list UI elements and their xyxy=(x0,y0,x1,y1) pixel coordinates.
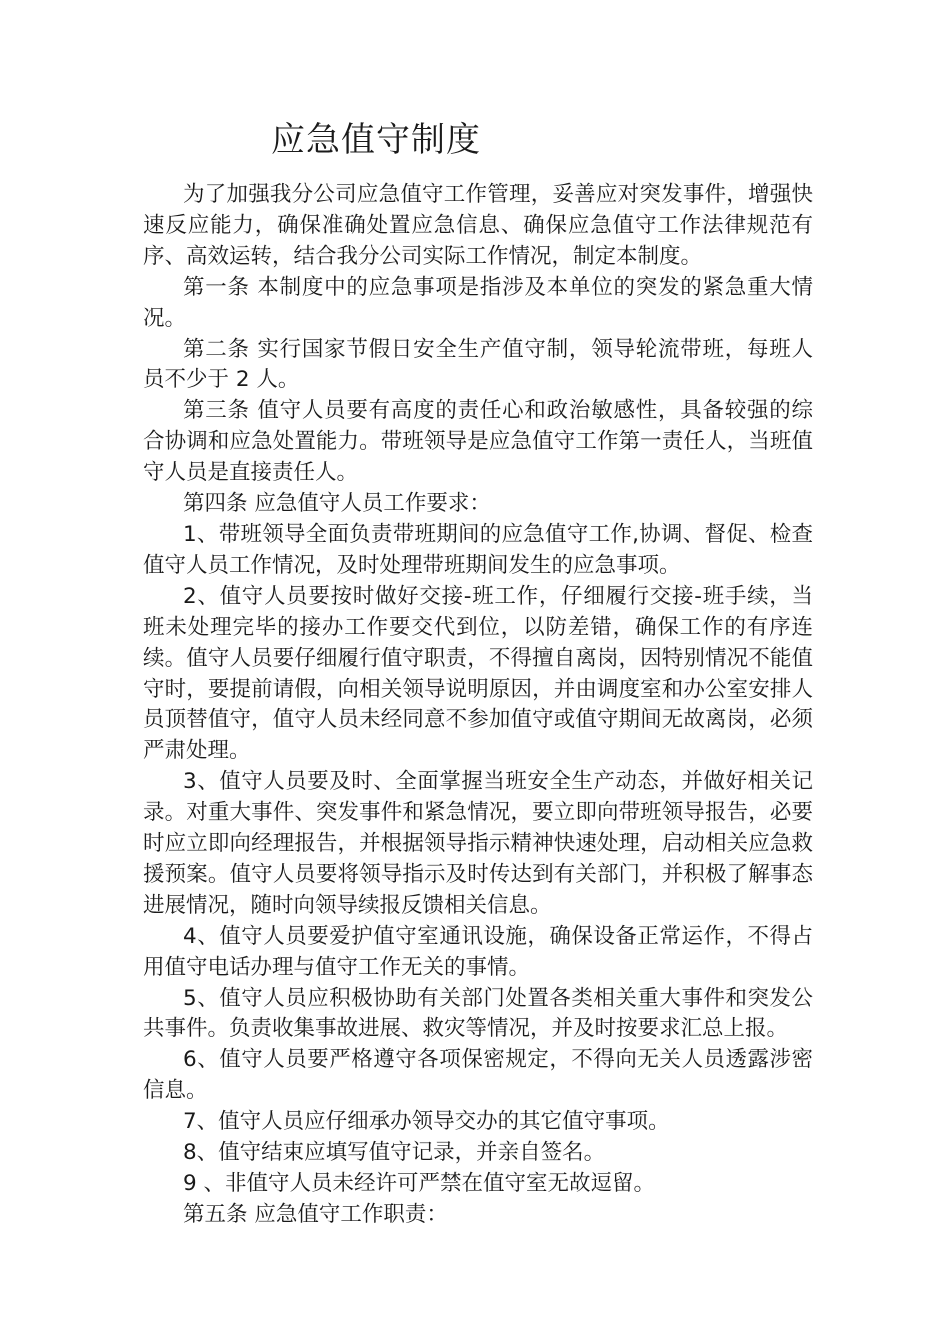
intro-paragraph: 为了加强我分公司应急值守工作管理，妥善应对突发事件，增强快速反应能力，确保准确处置应急信息、确保应急值守工作法律规范有序、高效运转，结合我分公司实际工作情况，制定本制度。 xyxy=(143,182,813,269)
article-4-heading: 第四条 应急值守人员工作要求： xyxy=(183,491,491,517)
requirement-7: 7、值守人员应仔细承办领导交办的其它值守事项。 xyxy=(183,1109,670,1135)
document-title: 应急值守制度 xyxy=(271,120,481,160)
article-3: 第三条 值守人员要有高度的责任心和政治敏感性，具备较强的综合协调和应急处置能力。带班领导是应急值守工作第一责任人，当班值守人员是直接责任人。 xyxy=(143,398,813,486)
article-2: 第二条 实行国家节假日安全生产值守制，领导轮流带班，每班人员不少于 2 人。 xyxy=(143,336,813,393)
article-1: 第一条 本制度中的应急事项是指涉及本单位的突发的紧急重大情况。 xyxy=(143,274,813,331)
requirement-8: 8、值守结束应填写值守记录，并亲自签名。 xyxy=(183,1140,606,1166)
requirement-2: 2、值守人员要按时做好交接-班工作，仔细履行交接-班手续，当班未处理完毕的接办工作要交代到位，以防差错，确保工作的有序连续。值守人员要仔细履行值守职责，不得擅自离岗，因特别情况不能值守时，要提前请假，向相关领导说明原因，并由调度室和办公室安排人员顶替值守，值守人员未经同意不参加值守或值守期间无故离岗，必须严肃处理。 xyxy=(143,583,813,764)
requirement-9: 9 、非值守人员未经许可严禁在值守室无故逗留。 xyxy=(183,1171,656,1196)
requirement-3: 3、值守人员要及时、全面掌握当班安全生产动态，并做好相关记录。对重大事件、突发事件和紧急情况，要立即向带班领导报告，必要时应立即向经理报告，并根据领导指示精神快速处理，启动相关应急救援预案。值守人员要将领导指示及时传达到有关部门，并积极了解事态进展情况，随时向领导续报反馈相关信息。 xyxy=(143,769,813,918)
requirement-1: 1、带班领导全面负责带班期间的应急值守工作,协调、督促、检查值守人员工作情况，及时处理带班期间发生的应急事项。 xyxy=(143,521,813,578)
requirement-5: 5、值守人员应积极协助有关部门处置各类相关重大事件和突发公共事件。负责收集事故进展、救灾等情况，并及时按要求汇总上报。 xyxy=(143,985,813,1042)
article-5-heading: 第五条 应急值守工作职责： xyxy=(183,1201,448,1227)
requirement-6: 6、值守人员要严格遵守各项保密规定，不得向无关人员透露涉密信息。 xyxy=(143,1047,813,1104)
document-body xyxy=(143,180,813,1231)
requirement-4: 4、值守人员要爱护值守室通讯设施，确保设备正常运作，不得占用值守电话办理与值守工作无关的事情。 xyxy=(143,923,813,980)
